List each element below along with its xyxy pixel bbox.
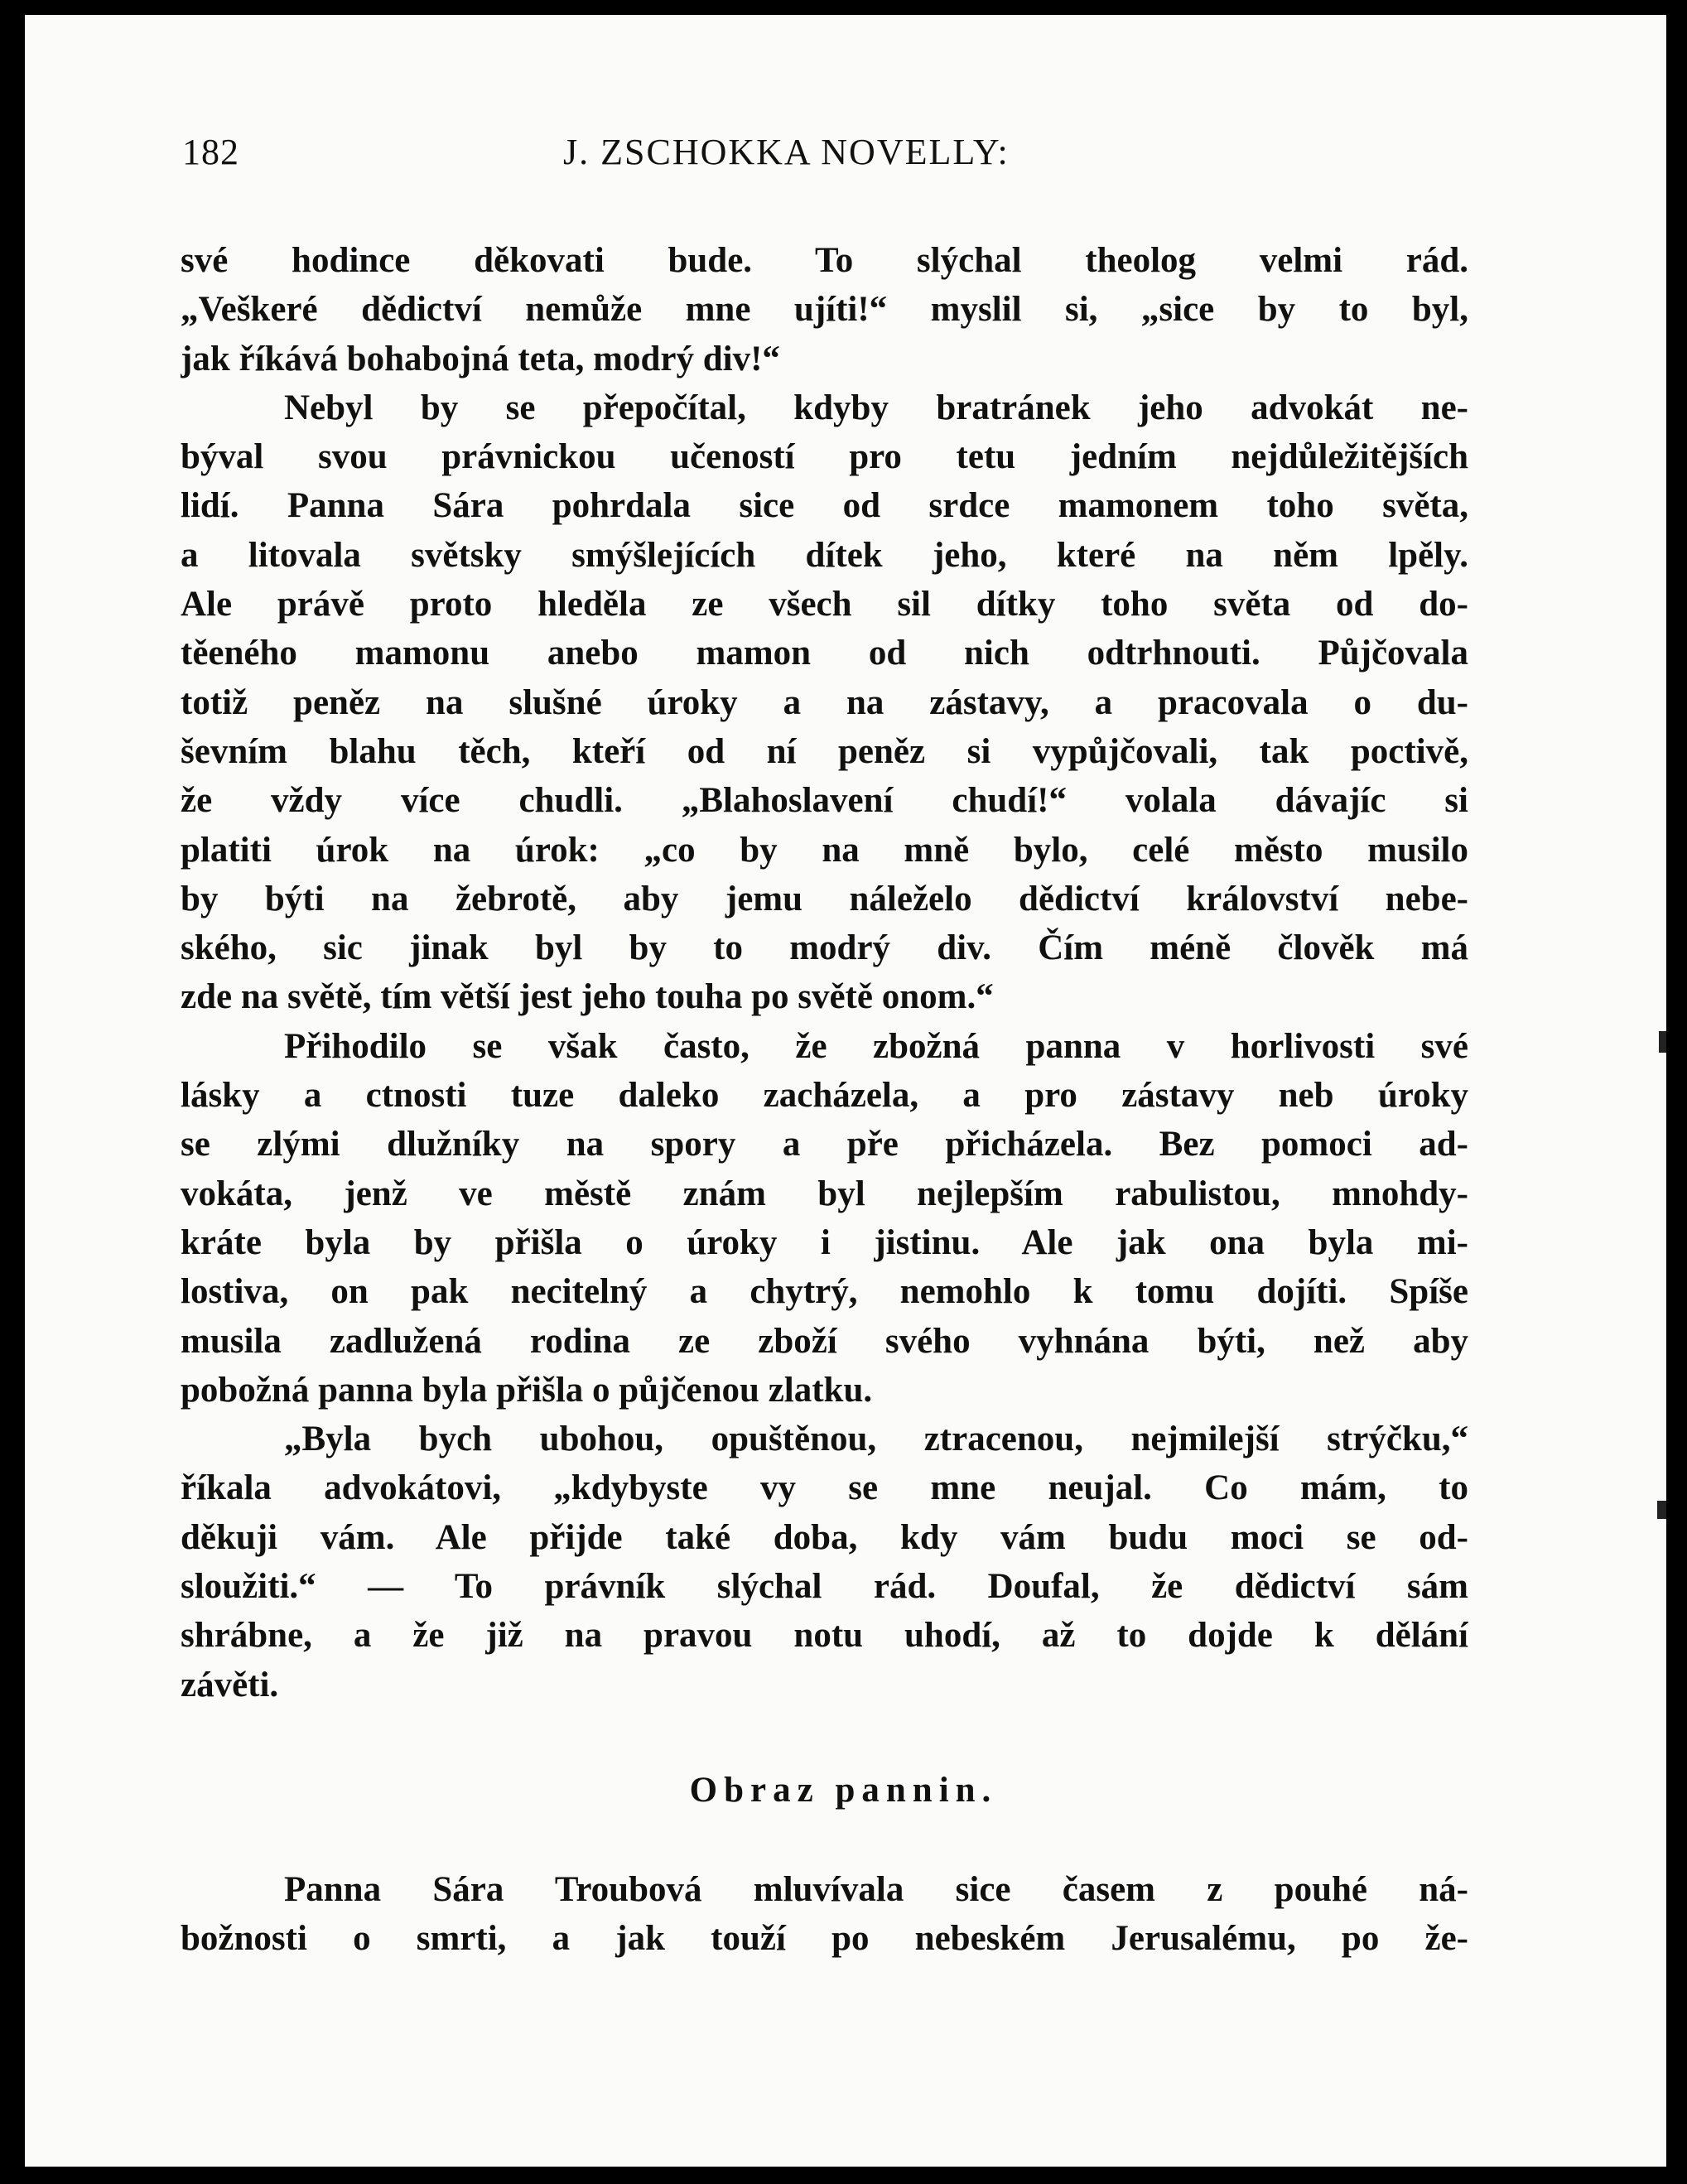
scan-edge-mark xyxy=(1659,1031,1666,1053)
page-number: 182 xyxy=(182,132,239,172)
running-head: J. ZSCHOKKA NOVELLY: xyxy=(563,132,1010,172)
text-line: lidí. Panna Sára pohrdala sice od srdce mamonem toho světa, xyxy=(181,486,1468,526)
text-line: shrábne, a že již na pravou notu uhodí, až to dojde k dělání xyxy=(181,1616,1468,1656)
text-line: závěti. xyxy=(181,1665,279,1704)
text-line: jak říkává bohabojná teta, modrý div!“ xyxy=(181,339,780,378)
text-line: božnosti o smrti, a jak touží po nebeském Jerusalému, po že- xyxy=(181,1919,1468,1959)
text-line: platiti úrok na úrok: „co by na mně bylo, celé město musilo xyxy=(181,830,1468,870)
text-line: vokáta, jenž ve městě znám byl nejlepším rabulistou, mnohdy- xyxy=(181,1174,1468,1213)
text-line: se zlými dlužníky na spory a pře přicházela. Bez pomoci ad- xyxy=(181,1125,1468,1164)
text-line: zde na světě, tím větší jest jeho touha po světě onom.“ xyxy=(181,977,994,1017)
text-line: Nebyl by se přepočítal, kdyby bratránek jeho advokát ne- xyxy=(284,388,1468,427)
section-title: Obraz pannin. xyxy=(689,1771,998,1810)
text-line: Přihodilo se však často, že zbožná panna v horlivosti své xyxy=(284,1026,1468,1066)
text-line: lásky a ctnosti tuze daleko zacházela, a pro zástavy neb úroky xyxy=(181,1076,1468,1116)
text-line: a litovala světsky smýšlejících dítek jeho, které na něm lpěly. xyxy=(181,535,1468,575)
scan-edge-mark xyxy=(1657,1501,1666,1519)
text-line: říkala advokátovi, „kdybyste vy se mne neujal. Co mám, to xyxy=(181,1468,1468,1508)
text-line: své hodince děkovati bude. To slýchal theolog velmi rád. xyxy=(181,241,1468,280)
text-line: totiž peněz na slušné úroky a na zástavy, a pracovala o du- xyxy=(181,682,1468,722)
text-line: Ale právě proto hleděla ze všech sil dítky toho světa od do- xyxy=(181,585,1468,624)
page-header xyxy=(182,131,1110,181)
text-line: by býti na žebrotě, aby jemu náleželo dědictví království nebe- xyxy=(181,879,1468,918)
section-text xyxy=(181,1865,1468,1964)
text-line: kráte byla by přišla o úroky i jistinu. Ale jak ona byla mi- xyxy=(181,1222,1468,1262)
text-line: ského, sic jinak byl by to modrý div. Čím méně člověk má xyxy=(181,928,1468,968)
text-line: pobožná panna byla přišla o půjčenou zlatku. xyxy=(181,1370,873,1410)
text-line: „Veškeré dědictví nemůže mne ujíti!“ myslil si, „sice by to byl, xyxy=(181,290,1468,330)
text-line: že vždy více chudli. „Blahoslavení chudí!“ volala dávajíc si xyxy=(181,781,1468,821)
body-text xyxy=(181,236,1468,1709)
text-line: sloužiti.“ — To právník slýchal rád. Doufal, že dědictví sám xyxy=(181,1567,1468,1607)
text-line: děkuji vám. Ale přijde také doba, kdy vám budu moci se od- xyxy=(181,1517,1468,1557)
text-line: ševním blahu těch, kteří od ní peněz si vypůjčovali, tak poctivě, xyxy=(181,731,1468,771)
text-line: „Byla bych ubohou, opuštěnou, ztracenou, nejmilejší strýčku,“ xyxy=(284,1420,1468,1459)
text-line: musila zadlužená rodina ze zboží svého vyhnána býti, než aby xyxy=(181,1321,1468,1361)
text-line: býval svou právnickou učeností pro tetu jedním nejdůležitějších xyxy=(181,437,1468,477)
text-line: lostiva, on pak necitelný a chytrý, nemohlo k tomu dojíti. Spíše xyxy=(181,1272,1468,1312)
text-line: těeného mamonu anebo mamon od nich odtrhnouti. Půjčovala xyxy=(181,634,1468,673)
text-line: Panna Sára Troubová mluvívala sice časem z pouhé ná- xyxy=(284,1870,1468,1909)
